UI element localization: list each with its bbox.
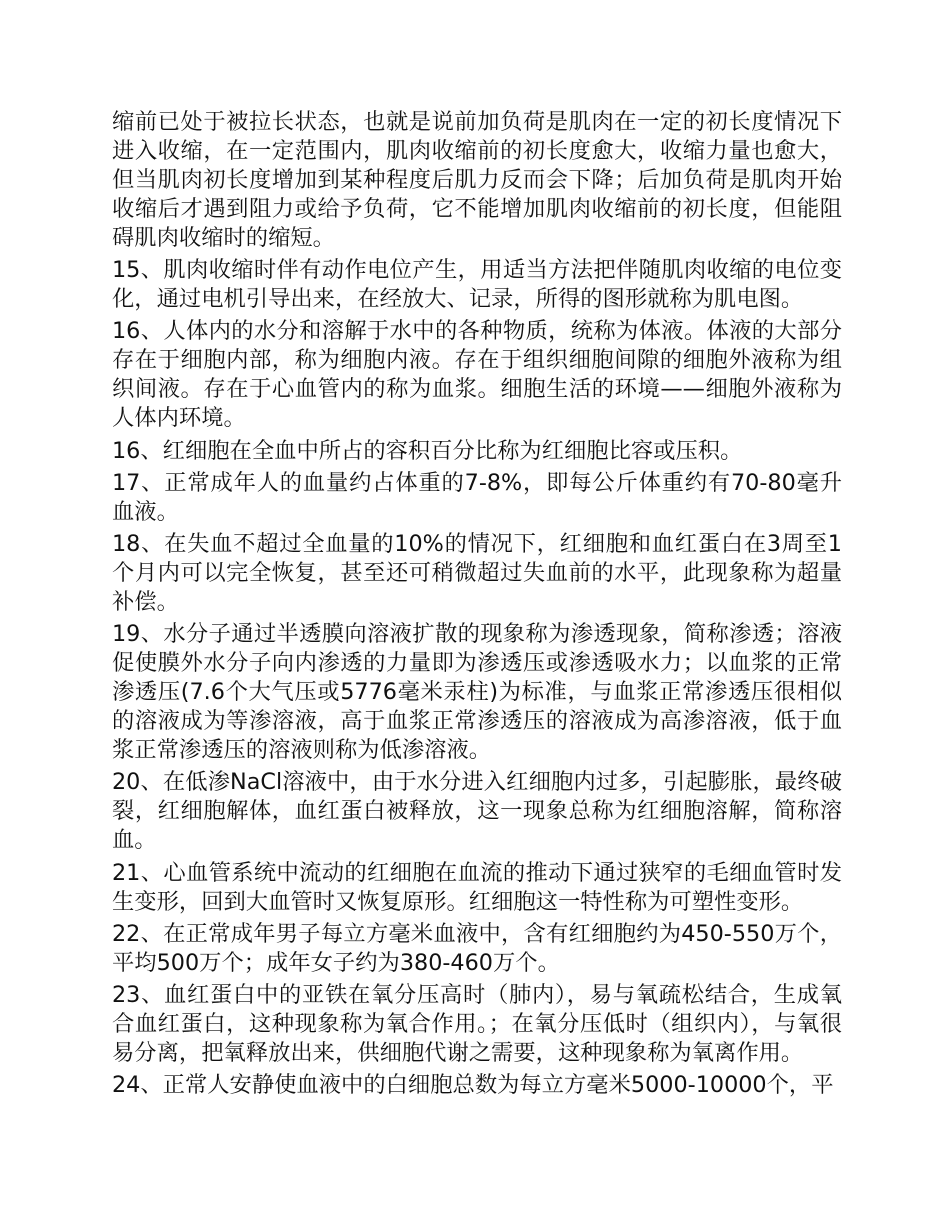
document-page — [112, 108, 842, 1103]
paragraph-23: 23、血红蛋白中的亚铁在氧分压高时（肺内），易与氧疏松结合，生成氧合血红蛋白，这种现象称为氧合作用。；在氧分压低时（组织内），与氧很易分离，把氧释放出来，供细胞代谢之需要，这种现象称为氧离作用。 — [112, 981, 842, 1066]
paragraph-22: 22、在正常成年男子每立方毫米血液中，含有红细胞约为450-550万个，平均500万个；成年女子约为380-460万个。 — [112, 920, 842, 976]
paragraph-17: 17、正常成年人的血量约占体重的7-8%，即每公斤体重约有70-80毫升血液。 — [112, 469, 842, 525]
paragraph-14-continued: 缩前已处于被拉长状态，也就是说前加负荷是肌肉在一定的初长度情况下进入收缩，在一定范围内，肌肉收缩前的初长度愈大，收缩力量也愈大，但当肌肉初长度增加到某种程度后肌力反而会下降；后加负荷是肌肉开始收缩后才遇到阻力或给予负荷，它不能增加肌肉收缩前的初长度，但能阻碍肌肉收缩时的缩短。 — [112, 109, 842, 251]
paragraph-21: 21、心血管系统中流动的红细胞在血流的推动下通过狭窄的毛细血管时发生变形，回到大血管时又恢复原形。红细胞这一特性称为可塑性变形。 — [112, 859, 842, 915]
paragraph-18: 18、在失血不超过全血量的10%的情况下，红细胞和血红蛋白在3周至1个月内可以完全恢复，甚至还可稍微超过失血前的水平，此现象称为超量补偿。 — [112, 530, 842, 615]
paragraph-15: 15、肌肉收缩时伴有动作电位产生，用适当方法把伴随肌肉收缩的电位变化，通过电机引导出来，在经放大、记录，所得的图形就称为肌电图。 — [112, 257, 842, 313]
paragraph-19: 19、水分子通过半透膜向溶液扩散的现象称为渗透现象，简称渗透；溶液促使膜外水分子向内渗透的力量即为渗透压或渗透吸水力；以血浆的正常渗透压(7.6个大气压或5776毫米汞柱)为标准，与血浆正常渗透压很相似的溶液成为等渗溶液，高于血浆正常渗透压的溶液成为高渗溶液，低于血浆正常渗透压的溶液则称为低渗溶液。 — [112, 621, 842, 764]
paragraph-20: 20、在低渗NaCl溶液中，由于水分进入红细胞内过多，引起膨胀，最终破裂，红细胞解体，血红蛋白被释放，这一现象总称为红细胞溶解，简称溶血。 — [112, 769, 842, 854]
paragraph-16b: 16、红细胞在全血中所占的容积百分比称为红细胞比容或压积。 — [112, 437, 743, 464]
paragraph-24: 24、正常人安静使血液中的白细胞总数为每立方毫米5000-10000个，平 — [112, 1072, 834, 1099]
paragraph-16a: 16、人体内的水分和溶解于水中的各种物质，统称为体液。体液的大部分存在于细胞内部，称为细胞内液。存在于组织细胞间隙的细胞外液称为组织间液。存在于心血管内的称为血浆。细胞生活的环境——细胞外液称为人体内环境。 — [112, 318, 842, 432]
